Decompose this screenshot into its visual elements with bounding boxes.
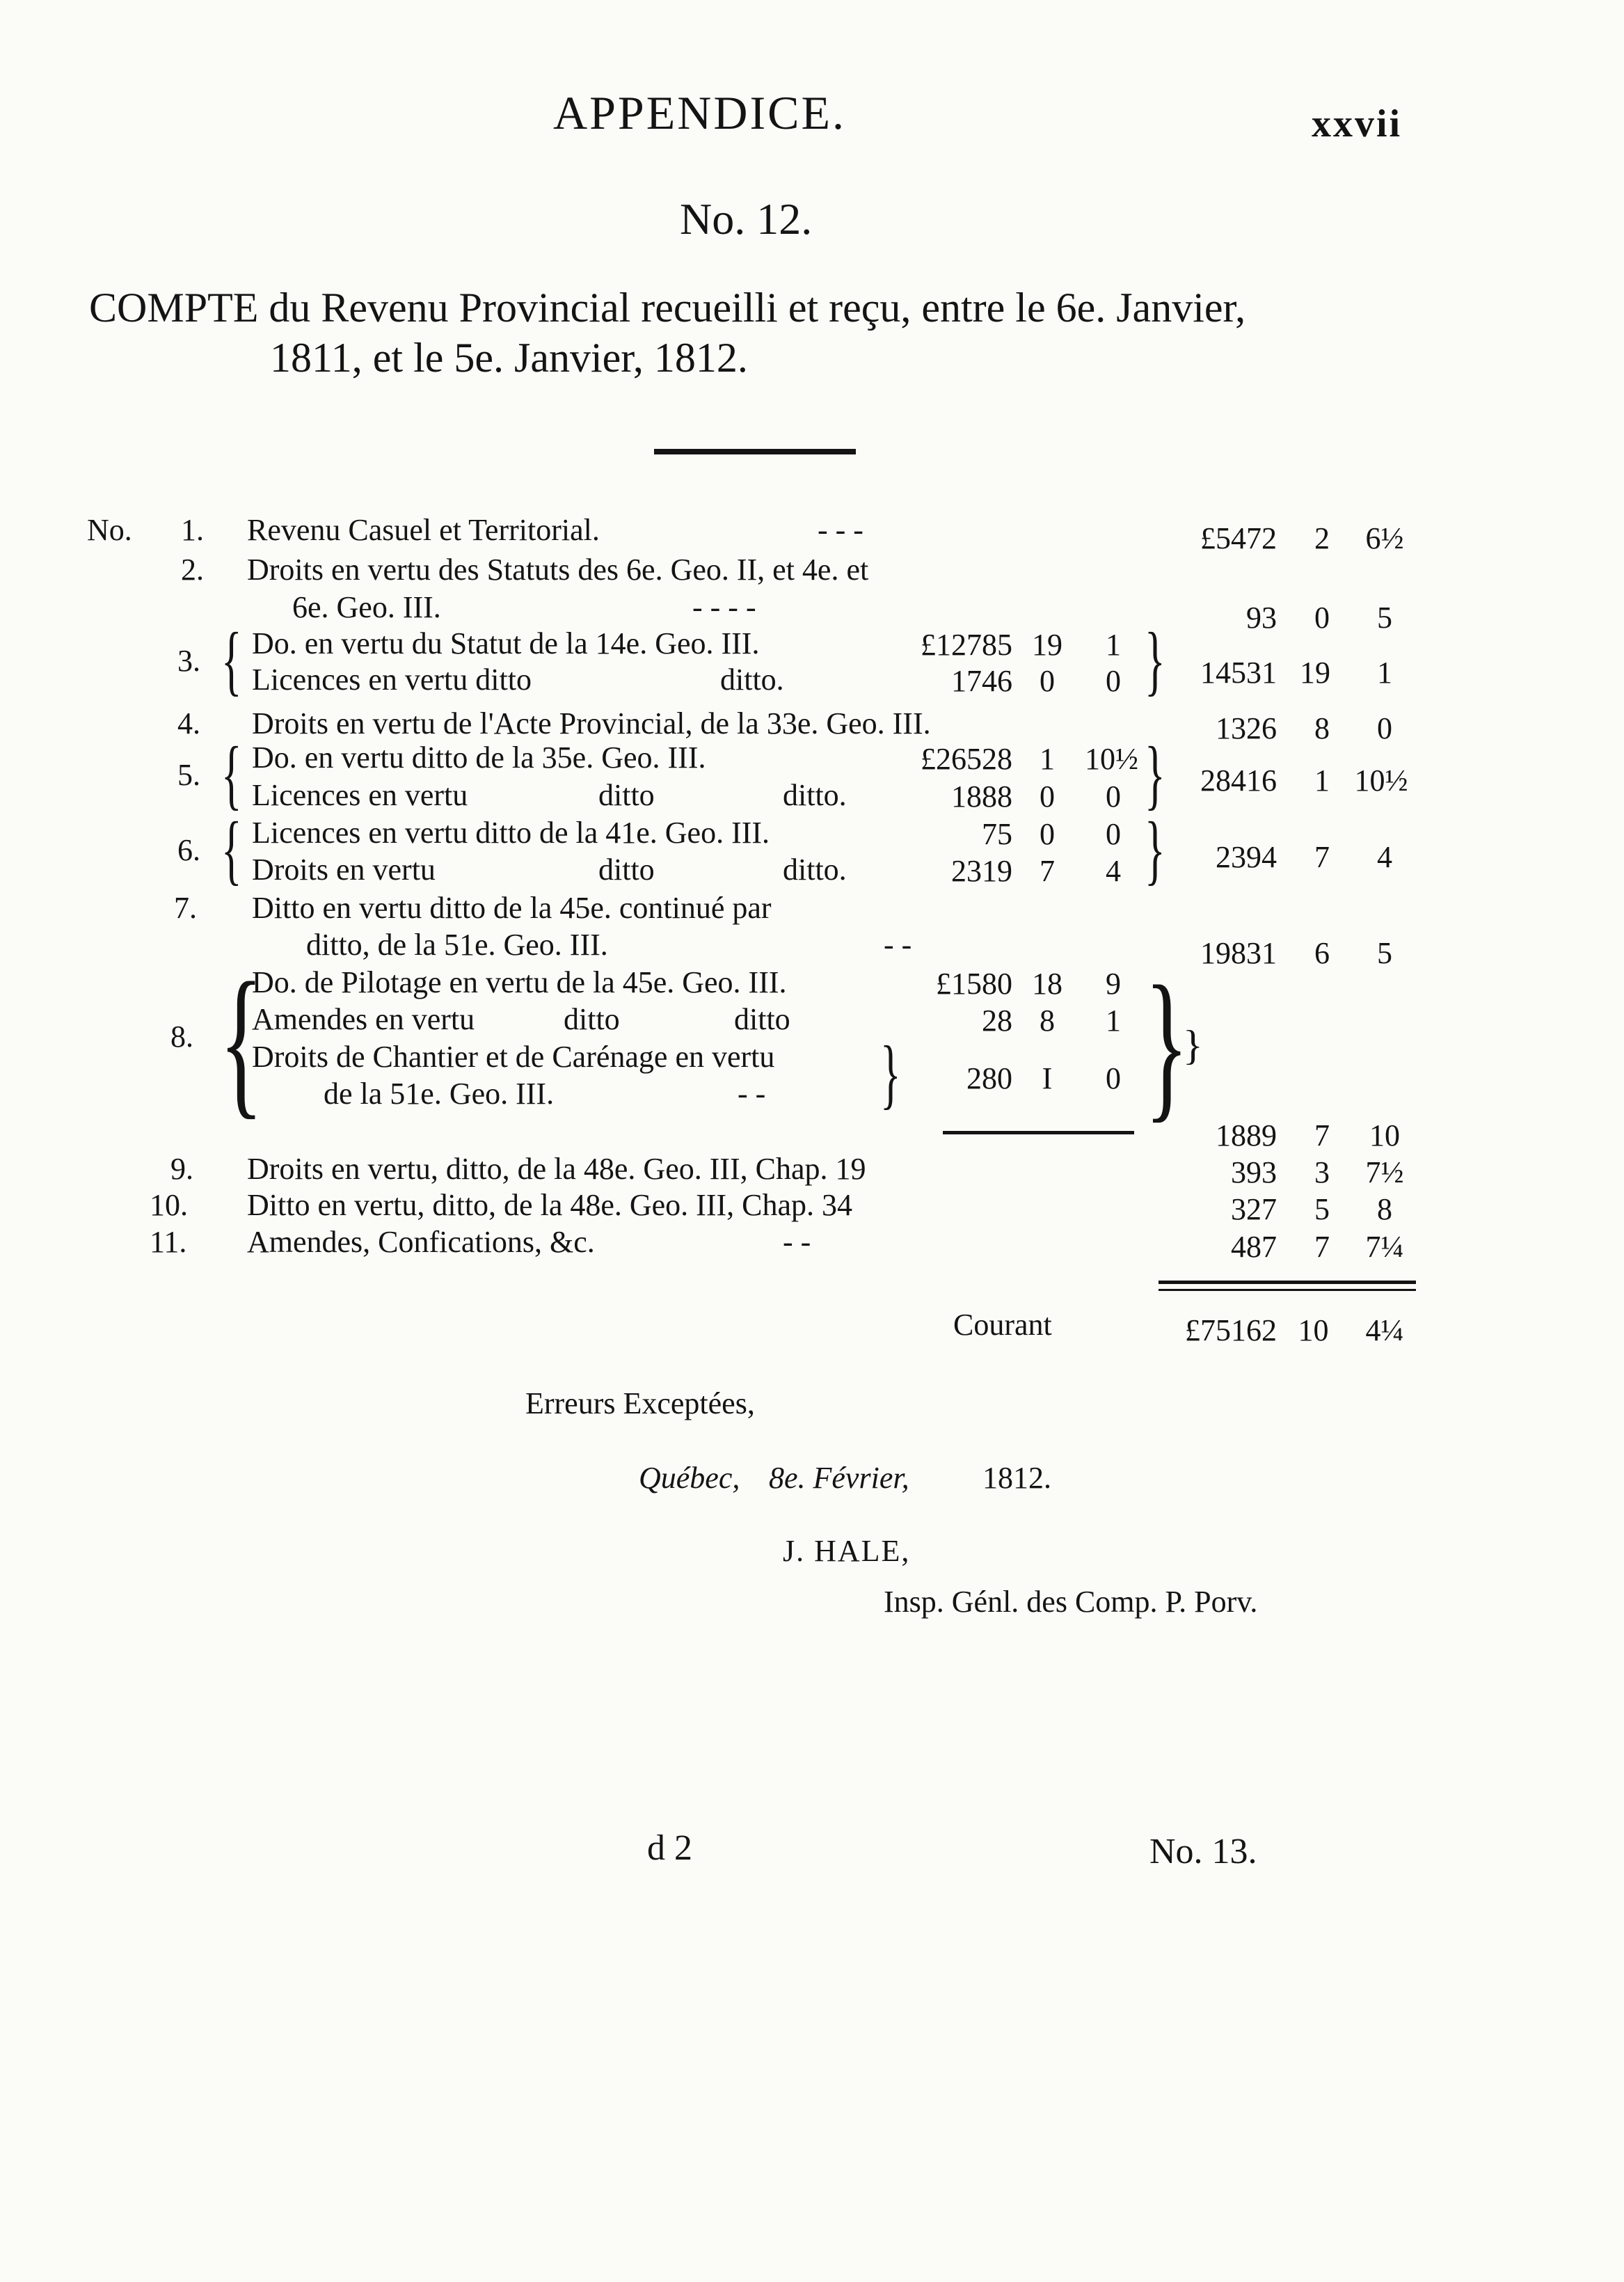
total-pence: 4 bbox=[1377, 840, 1392, 874]
row-sub-description: Licences en vertu bbox=[252, 778, 468, 812]
total-shillings: 7 bbox=[1314, 1230, 1330, 1264]
sub-shillings: 19 bbox=[1032, 628, 1062, 662]
row-description: Droits en vertu des Statuts des 6e. Geo. II, et 4e. et bbox=[247, 553, 869, 587]
sub-shillings: 0 bbox=[1040, 779, 1055, 814]
total-pounds: 2394 bbox=[1216, 840, 1277, 874]
row-description-continued: 6e. Geo. III. bbox=[292, 590, 441, 624]
no-label: No. bbox=[87, 513, 132, 547]
sub-pence: 0 bbox=[1106, 817, 1121, 851]
row-dashes: - - bbox=[884, 928, 912, 962]
right-brace: } bbox=[1145, 617, 1165, 704]
row-sub-description: Droits en vertu bbox=[252, 853, 436, 887]
grand-total-shillings: 10 bbox=[1298, 1313, 1329, 1347]
row-description: Revenu Casuel et Territorial. bbox=[247, 513, 600, 547]
sub-shillings: 7 bbox=[1040, 854, 1055, 888]
total-pounds: 327 bbox=[1231, 1192, 1277, 1226]
title-rule bbox=[654, 449, 856, 454]
row-sub-description-continued: de la 51e. Geo. III. bbox=[324, 1077, 555, 1111]
document-number: No. 12. bbox=[680, 194, 813, 244]
row-dashes: - - bbox=[783, 1225, 811, 1259]
grand-total-pounds: £75162 bbox=[1185, 1313, 1277, 1347]
grand-total-pence: 4¼ bbox=[1365, 1313, 1404, 1347]
left-brace: { bbox=[221, 731, 242, 818]
row-description: Ditto en vertu, ditto, de la 48e. Geo. III, Chap. 34 bbox=[247, 1188, 853, 1222]
sub-shillings: 0 bbox=[1040, 664, 1055, 698]
document-title-line1: COMPTE du Revenu Provincial recueilli et reçu, entre le 6e. Janvier, bbox=[89, 285, 1246, 331]
total-label: Courant bbox=[953, 1308, 1052, 1342]
sub-pence: 1 bbox=[1106, 1004, 1121, 1038]
row-sub-description: Droits de Chantier et de Carénage en vertu bbox=[252, 1040, 775, 1074]
ditto-mark: ditto. bbox=[720, 663, 784, 697]
right-brace: } bbox=[1145, 731, 1165, 818]
row-sub-description: Amendes en vertu bbox=[252, 1002, 475, 1036]
row-dashes: - - - bbox=[818, 513, 863, 547]
row-sub-description: Licences en vertu ditto bbox=[252, 663, 532, 697]
total-pence: 6½ bbox=[1365, 521, 1404, 555]
total-shillings: 1 bbox=[1314, 763, 1330, 798]
subtotal-rule bbox=[943, 1131, 1134, 1134]
total-shillings: 7 bbox=[1314, 840, 1330, 874]
row-sub-description: Do. de Pilotage en vertu de la 45e. Geo. III. bbox=[252, 965, 787, 999]
total-pounds: 14531 bbox=[1200, 656, 1277, 690]
row-number: 3. bbox=[177, 644, 200, 678]
right-brace: } bbox=[1145, 951, 1189, 1136]
signatory-title: Insp. Génl. des Comp. P. Porv. bbox=[884, 1585, 1258, 1619]
ditto-mark: ditto bbox=[598, 778, 655, 812]
sub-pounds: £26528 bbox=[921, 742, 1012, 776]
sub-pounds: 2319 bbox=[951, 854, 1012, 888]
row-number: 8. bbox=[170, 1020, 193, 1054]
total-pounds: 93 bbox=[1246, 601, 1277, 635]
total-pence: 8 bbox=[1377, 1192, 1392, 1226]
row-sub-description: Licences en vertu ditto de la 41e. Geo. III. bbox=[252, 816, 770, 850]
sub-pounds: 280 bbox=[966, 1061, 1012, 1095]
total-shillings: 3 bbox=[1314, 1155, 1330, 1189]
row-number: 2. bbox=[181, 553, 204, 587]
sub-pence: 0 bbox=[1106, 664, 1121, 698]
row-number: 6. bbox=[177, 833, 200, 867]
next-document-catchword: No. 13. bbox=[1149, 1832, 1257, 1871]
sub-pounds: 1746 bbox=[951, 664, 1012, 698]
row-number: 4. bbox=[177, 706, 200, 740]
total-shillings: 0 bbox=[1314, 601, 1330, 635]
row-dashes: - - - - bbox=[692, 590, 756, 624]
sub-pence: 0 bbox=[1106, 1061, 1121, 1095]
total-shillings: 6 bbox=[1314, 936, 1330, 970]
row-number: 9. bbox=[170, 1152, 193, 1186]
total-pence: 0 bbox=[1377, 711, 1392, 745]
row-number: 10. bbox=[150, 1188, 188, 1222]
total-rule-double bbox=[1159, 1289, 1416, 1291]
errors-excepted-note: Erreurs Exceptées, bbox=[525, 1386, 755, 1420]
ditto-mark: ditto. bbox=[783, 853, 847, 887]
row-description-continued: ditto, de la 51e. Geo. III. bbox=[306, 928, 608, 962]
brace-mark: } bbox=[1183, 1022, 1203, 1068]
sub-pounds: 1888 bbox=[951, 779, 1012, 814]
row-number: 7. bbox=[174, 891, 197, 925]
row-number: 11. bbox=[150, 1225, 187, 1259]
row-sub-description: Do. en vertu ditto de la 35e. Geo. III. bbox=[252, 740, 706, 775]
sub-pounds: £1580 bbox=[936, 967, 1012, 1001]
sub-pounds: £12785 bbox=[921, 628, 1012, 662]
row-number: 1. bbox=[181, 513, 204, 547]
left-brace: { bbox=[219, 948, 264, 1133]
sub-shillings: I bbox=[1042, 1061, 1053, 1095]
ditto-mark: ditto bbox=[734, 1002, 790, 1036]
row-sub-description: Do. en vertu du Statut de la 14e. Geo. III. bbox=[252, 626, 760, 660]
total-pence: 1 bbox=[1377, 656, 1392, 690]
row-description: Amendes, Confications, &c. bbox=[247, 1225, 595, 1259]
sub-pence: 9 bbox=[1106, 967, 1121, 1001]
ditto-mark: ditto bbox=[598, 853, 655, 887]
sub-pence: 1 bbox=[1106, 628, 1121, 662]
total-shillings: 5 bbox=[1314, 1192, 1330, 1226]
page-number-roman: xxvii bbox=[1312, 102, 1403, 145]
total-pence: 7½ bbox=[1365, 1155, 1404, 1189]
row-dashes: - - bbox=[738, 1077, 766, 1111]
sub-pounds: 28 bbox=[982, 1004, 1012, 1038]
total-pence: 7¼ bbox=[1365, 1230, 1404, 1264]
total-pence: 10 bbox=[1369, 1118, 1400, 1152]
total-pounds: 1326 bbox=[1216, 711, 1277, 745]
total-shillings: 8 bbox=[1314, 711, 1330, 745]
date: 8e. Février, bbox=[769, 1461, 909, 1495]
sub-pence: 10½ bbox=[1085, 742, 1138, 776]
total-pounds: 19831 bbox=[1200, 936, 1277, 970]
total-pounds: 28416 bbox=[1200, 763, 1277, 798]
left-brace: { bbox=[221, 617, 242, 704]
total-rule bbox=[1159, 1281, 1416, 1284]
year: 1812. bbox=[982, 1461, 1051, 1495]
total-pounds: 1889 bbox=[1216, 1118, 1277, 1152]
left-brace: { bbox=[221, 807, 242, 893]
total-shillings: 19 bbox=[1300, 656, 1330, 690]
row-description: Droits en vertu de l'Acte Provincial, de la 33e. Geo. III. bbox=[252, 706, 931, 740]
place: Québec, bbox=[639, 1461, 740, 1495]
sub-shillings: 18 bbox=[1032, 967, 1062, 1001]
ditto-mark: ditto bbox=[564, 1002, 620, 1036]
sub-pence: 4 bbox=[1106, 854, 1121, 888]
ditto-mark: ditto. bbox=[783, 778, 847, 812]
sub-pounds: 75 bbox=[982, 817, 1012, 851]
sub-shillings: 0 bbox=[1040, 817, 1055, 851]
running-header-title: APPENDICE. bbox=[553, 86, 847, 139]
row-description: Ditto en vertu ditto de la 45e. continué par bbox=[252, 891, 772, 925]
total-pence: 10½ bbox=[1354, 763, 1408, 798]
total-pounds: 393 bbox=[1231, 1155, 1277, 1189]
row-description: Droits en vertu, ditto, de la 48e. Geo. III, Chap. 19 bbox=[247, 1152, 866, 1186]
total-pence: 5 bbox=[1377, 936, 1392, 970]
total-pounds: £5472 bbox=[1200, 521, 1277, 555]
total-pence: 5 bbox=[1377, 601, 1392, 635]
document-title-line2: 1811, et le 5e. Janvier, 1812. bbox=[270, 335, 748, 381]
right-brace: } bbox=[880, 1031, 901, 1117]
sub-pence: 0 bbox=[1106, 779, 1121, 814]
total-pounds: 487 bbox=[1231, 1230, 1277, 1264]
row-number: 5. bbox=[177, 758, 200, 792]
right-brace: } bbox=[1145, 807, 1165, 893]
signatory-name: J. HALE, bbox=[783, 1534, 911, 1568]
signature-mark: d 2 bbox=[647, 1828, 692, 1868]
sub-shillings: 8 bbox=[1040, 1004, 1055, 1038]
total-shillings: 7 bbox=[1314, 1118, 1330, 1152]
total-shillings: 2 bbox=[1314, 521, 1330, 555]
sub-shillings: 1 bbox=[1040, 742, 1055, 776]
